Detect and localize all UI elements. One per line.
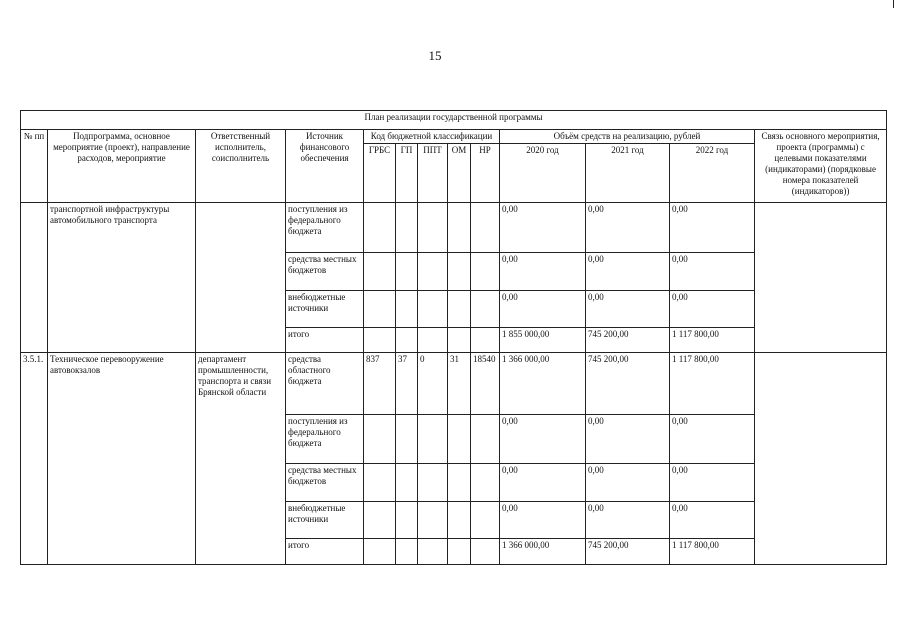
cell-om bbox=[448, 539, 471, 565]
cell-link bbox=[755, 353, 887, 565]
cell-np bbox=[471, 464, 500, 502]
table-row bbox=[21, 203, 887, 253]
cell-ppt bbox=[418, 291, 448, 328]
cell-2021: 0,00 bbox=[586, 415, 670, 464]
cell-2020: 0,00 bbox=[500, 464, 586, 502]
cell-num bbox=[21, 203, 48, 353]
cell-2021: 0,00 bbox=[586, 464, 670, 502]
cell-2022: 0,00 bbox=[670, 415, 755, 464]
cell-2021: 0,00 bbox=[586, 291, 670, 328]
cell-np bbox=[471, 502, 500, 539]
header-source: Источник финансового обеспечения bbox=[286, 130, 364, 203]
cell-2020: 0,00 bbox=[500, 502, 586, 539]
cell-gp bbox=[396, 464, 418, 502]
plan-table bbox=[20, 110, 887, 565]
cell-2020: 0,00 bbox=[500, 253, 586, 291]
cell-2021: 0,00 bbox=[586, 253, 670, 291]
cell-grbs bbox=[364, 203, 396, 253]
subheader-2020: 2020 год bbox=[500, 144, 586, 203]
scan-corner-mark bbox=[893, 0, 894, 8]
cell-2022: 0,00 bbox=[670, 253, 755, 291]
cell-source: итого bbox=[286, 539, 364, 565]
cell-source: средства областного бюджета bbox=[286, 353, 364, 415]
page-number: 15 bbox=[428, 48, 442, 63]
table-row bbox=[21, 353, 887, 415]
header-link: Связь основного мероприятия, проекта (программы) с целевыми показателями (индикаторами) (порядковые номера показателей (индикаторов)) bbox=[755, 130, 887, 203]
cell-gp bbox=[396, 253, 418, 291]
cell-responsible: департамент промышленности, транспорта и связи Брянской области bbox=[196, 353, 286, 565]
cell-2022: 1 117 800,00 bbox=[670, 353, 755, 415]
cell-ppt bbox=[418, 464, 448, 502]
cell-2021: 745 200,00 bbox=[586, 328, 670, 353]
cell-om: 31 bbox=[448, 353, 471, 415]
cell-2020: 0,00 bbox=[500, 203, 586, 253]
cell-ppt bbox=[418, 539, 448, 565]
subheader-grbs: ГРБС bbox=[364, 144, 396, 203]
table-title: План реализации государственной программы bbox=[21, 111, 887, 130]
cell-2022: 1 117 800,00 bbox=[670, 539, 755, 565]
subheader-2021: 2021 год bbox=[586, 144, 670, 203]
cell-source: поступления из федерального бюджета bbox=[286, 203, 364, 253]
cell-source: средства местных бюджетов bbox=[286, 253, 364, 291]
cell-np bbox=[471, 203, 500, 253]
subheader-gp: ГП bbox=[396, 144, 418, 203]
cell-om bbox=[448, 253, 471, 291]
cell-ppt bbox=[418, 253, 448, 291]
cell-gp: 37 bbox=[396, 353, 418, 415]
cell-2020: 1 855 000,00 bbox=[500, 328, 586, 353]
cell-2020: 1 366 000,00 bbox=[500, 539, 586, 565]
cell-np bbox=[471, 291, 500, 328]
cell-grbs bbox=[364, 539, 396, 565]
header-num: № пп bbox=[21, 130, 48, 203]
cell-source: внебюджетные источники bbox=[286, 502, 364, 539]
cell-ppt bbox=[418, 415, 448, 464]
cell-np: 18540 bbox=[471, 353, 500, 415]
cell-2020: 1 366 000,00 bbox=[500, 353, 586, 415]
cell-grbs bbox=[364, 464, 396, 502]
cell-ppt bbox=[418, 502, 448, 539]
cell-2022: 0,00 bbox=[670, 203, 755, 253]
cell-subprogram: транспортной инфраструктуры автомобильного транспорта bbox=[48, 203, 196, 353]
cell-gp bbox=[396, 502, 418, 539]
cell-2021: 0,00 bbox=[586, 502, 670, 539]
cell-om bbox=[448, 328, 471, 353]
cell-2022: 0,00 bbox=[670, 291, 755, 328]
cell-grbs bbox=[364, 291, 396, 328]
cell-om bbox=[448, 502, 471, 539]
cell-np bbox=[471, 253, 500, 291]
cell-source: поступления из федерального бюджета bbox=[286, 415, 364, 464]
cell-2020: 0,00 bbox=[500, 291, 586, 328]
cell-om bbox=[448, 291, 471, 328]
cell-np bbox=[471, 415, 500, 464]
cell-source: внебюджетные источники bbox=[286, 291, 364, 328]
cell-2022: 1 117 800,00 bbox=[670, 328, 755, 353]
cell-2021: 745 200,00 bbox=[586, 353, 670, 415]
cell-gp bbox=[396, 539, 418, 565]
cell-gp bbox=[396, 328, 418, 353]
cell-link bbox=[755, 203, 887, 353]
cell-grbs bbox=[364, 253, 396, 291]
cell-num: 3.5.1. bbox=[21, 353, 48, 565]
cell-responsible bbox=[196, 203, 286, 353]
cell-2021: 745 200,00 bbox=[586, 539, 670, 565]
subheader-np: НР bbox=[471, 144, 500, 203]
cell-grbs bbox=[364, 328, 396, 353]
subheader-ppt: ППТ bbox=[418, 144, 448, 203]
cell-om bbox=[448, 415, 471, 464]
cell-2022: 0,00 bbox=[670, 502, 755, 539]
cell-ppt bbox=[418, 203, 448, 253]
header-responsible: Ответственный исполнитель, соисполнитель bbox=[196, 130, 286, 203]
header-budget-code: Код бюджетной классификации bbox=[364, 130, 500, 144]
cell-2020: 0,00 bbox=[500, 415, 586, 464]
cell-subprogram: Техническое перевооружение автовокзалов bbox=[48, 353, 196, 565]
cell-om bbox=[448, 464, 471, 502]
cell-source: средства местных бюджетов bbox=[286, 464, 364, 502]
header-subprogram: Подпрограмма, основное мероприятие (проект), направление расходов, мероприятие bbox=[48, 130, 196, 203]
subheader-om: ОМ bbox=[448, 144, 471, 203]
cell-gp bbox=[396, 291, 418, 328]
cell-2021: 0,00 bbox=[586, 203, 670, 253]
cell-np bbox=[471, 328, 500, 353]
cell-ppt bbox=[418, 328, 448, 353]
subheader-2022: 2022 год bbox=[670, 144, 755, 203]
cell-ppt: 0 bbox=[418, 353, 448, 415]
header-volume: Объём средств на реализацию, рублей bbox=[500, 130, 755, 144]
cell-2022: 0,00 bbox=[670, 464, 755, 502]
cell-grbs: 837 bbox=[364, 353, 396, 415]
cell-np bbox=[471, 539, 500, 565]
cell-om bbox=[448, 203, 471, 253]
cell-grbs bbox=[364, 502, 396, 539]
cell-gp bbox=[396, 203, 418, 253]
cell-grbs bbox=[364, 415, 396, 464]
cell-source: итого bbox=[286, 328, 364, 353]
cell-gp bbox=[396, 415, 418, 464]
